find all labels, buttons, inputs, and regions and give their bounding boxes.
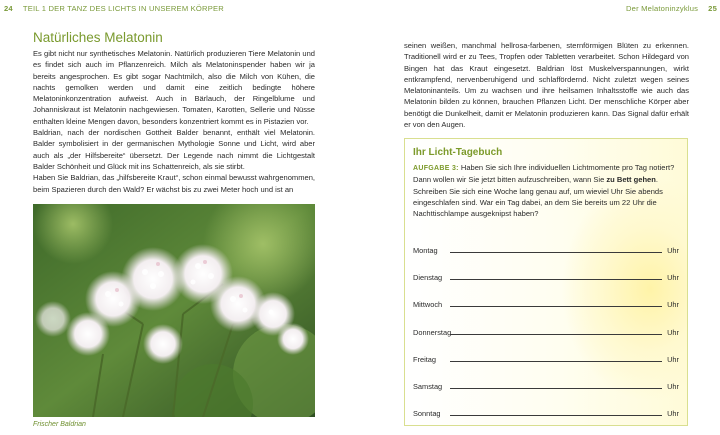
section-heading: Natürliches Melatonin bbox=[33, 30, 163, 45]
task-text-part1: Haben Sie sich Ihre individuellen Lichtmomente pro Tag notiert? Dann wollen wir Sie jetzt bitten aufzuschreiben, wann Sie bbox=[413, 163, 675, 185]
day-label: Freitag bbox=[413, 355, 437, 364]
unit-label: Uhr bbox=[667, 382, 679, 391]
unit-label: Uhr bbox=[667, 328, 679, 337]
running-head-left bbox=[4, 4, 224, 13]
page-number-right: 25 bbox=[708, 4, 717, 13]
left-body-text bbox=[33, 48, 315, 195]
diary-row-sonntag bbox=[413, 406, 679, 418]
valerian-photo bbox=[33, 204, 315, 417]
write-in-line[interactable] bbox=[450, 251, 662, 253]
diary-row-montag bbox=[413, 243, 679, 255]
diary-row-donnerstag bbox=[413, 325, 679, 337]
write-in-line[interactable] bbox=[450, 278, 662, 280]
day-label: Samstag bbox=[413, 382, 443, 391]
paragraph: Es gibt nicht nur synthetisches Melatonin. Natürlich produzieren Tiere Melatonin und es findet sich auch im Pflanzenreich. Milch als Melatoninspender haben wir ja bereits angesprochen. Es gibt sogar Nachtmilch, also die Milch von Kühen, die nachts gemolken werden und damit eine zeitlich bedingte höhere Melatoninkonzentration aufweist. Auch in Bärlauch, der Ringelblume und Johanniskraut ist Melatonin nachgewiesen. Tomaten, Karotten, Sellerie und Nüsse enthalten kleine Mengen davon, besonders konzentriert kommt es in Pistazien vor. bbox=[33, 49, 315, 126]
diary-row-mittwoch bbox=[413, 297, 679, 309]
day-label: Montag bbox=[413, 246, 438, 255]
unit-label: Uhr bbox=[667, 300, 679, 309]
running-head-right bbox=[626, 4, 717, 13]
running-title-right: Der Melatoninzyklus bbox=[625, 4, 699, 13]
task-text-part2: . Schreiben Sie sich eine Woche lang genau auf, um wieviel Uhr Sie abends eingeschlafen sind. War ein Tag dabei, an dem Sie bereits um 22 Uhr die Nachttischlampe ausgeknipst haben? bbox=[413, 175, 663, 219]
paragraph: Baldrian, nach der nordischen Gottheit Balder benannt, enthält viel Melatonin. Balder symbolisiert in der germanischen Mythologie Sonne und Licht, wird aber auch als „der Hilfsbereite“ übersetzt. Der Legende nach nimmt die Lichtgestalt Balder Schönheit und Glück mit ins Schattenreich, als sie stirbt. bbox=[33, 128, 315, 171]
write-in-line[interactable] bbox=[450, 387, 662, 389]
diary-row-freitag bbox=[413, 352, 679, 364]
diary-title: Ihr Licht-Tagebuch bbox=[413, 147, 503, 158]
task-label: AUFGABE 3: bbox=[413, 165, 459, 172]
write-in-line[interactable] bbox=[450, 414, 662, 416]
day-label: Dienstag bbox=[413, 273, 443, 282]
paragraph: Haben Sie Baldrian, das „hilfsbereite Kraut“, schon einmal bewusst wahrgenommen, beim Spazieren durch den Wald? Er wächst bis zu zwei Meter hoch und ist an bbox=[33, 173, 315, 194]
day-label: Donnerstag bbox=[413, 328, 452, 337]
unit-label: Uhr bbox=[667, 355, 679, 364]
running-title-left: TEIL 1 DER TANZ DES LICHTS IN UNSEREM KÖRPER bbox=[22, 4, 224, 13]
day-label: Mittwoch bbox=[413, 300, 443, 309]
right-body-text: seinen weißen, manchmal hellrosa-farbenen, sternförmigen Blüten zu erkennen. Traditionell wird er zu Tees, Tropfen oder Tabletten verarbeitet. Schon Hildegard von Bingen hat das Kraut eingesetzt. Baldrian löst Muskelverspannungen, wirkt entkrampfend, nervenberuhigend und schlaffördernd. Nicht zuletzt wegen seines Melatoninanteils. Um zu wachsen und ihre heilsamen Inhaltsstoffe wie auch das Melatonin bilden zu können, brauchen Pflanzen Licht. Der menschliche Körper aber benötigt die Dunkelheit, damit er Melatonin produzieren kann. Das Signal dafür erhält er von den Augen. bbox=[404, 41, 689, 130]
task-emphasis: zu Bett gehen bbox=[606, 175, 656, 185]
unit-label: Uhr bbox=[667, 409, 679, 418]
light-diary-box bbox=[404, 138, 688, 426]
write-in-line[interactable] bbox=[450, 333, 662, 335]
task-text bbox=[413, 162, 685, 219]
write-in-line[interactable] bbox=[450, 360, 662, 362]
photo-caption: Frischer Baldrian bbox=[33, 421, 86, 428]
page-number-left: 24 bbox=[4, 4, 13, 13]
unit-label: Uhr bbox=[667, 273, 679, 282]
day-label: Sonntag bbox=[413, 409, 441, 418]
write-in-line[interactable] bbox=[450, 305, 662, 307]
diary-row-samstag bbox=[413, 379, 679, 391]
diary-row-dienstag bbox=[413, 270, 679, 282]
unit-label: Uhr bbox=[667, 246, 679, 255]
